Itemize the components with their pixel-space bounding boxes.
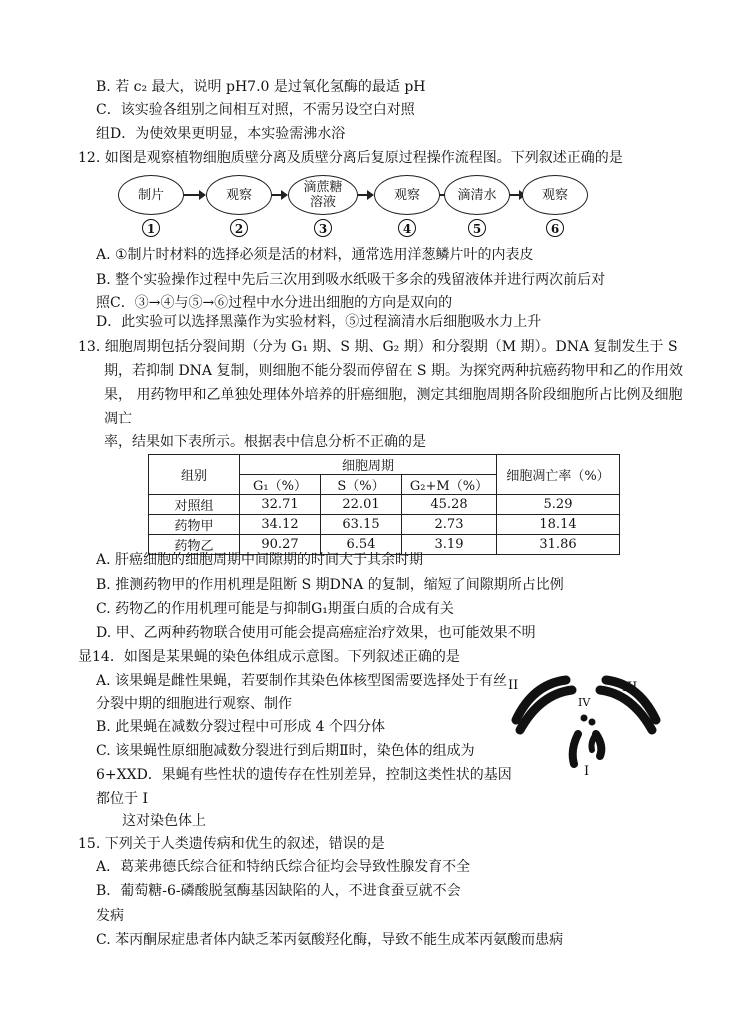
q13-stem-line3: 果， 用药物甲和乙单独处理体外培养的肝癌细胞，测定其细胞周期各阶段细胞所占比例及细胞: [104, 387, 683, 403]
cell-group: 对照组: [149, 495, 240, 515]
q14-option-d-end: 这对染色体上: [122, 813, 206, 829]
q13-option-a: A. 肝癌细胞的细胞周期中间隙期的时间大于其余时期: [96, 552, 424, 568]
flow-step-4: 观察: [374, 175, 440, 215]
header-s: S（%）: [321, 475, 402, 495]
q15-option-a: A．葛莱弗德氏综合征和特纳氏综合征均会导致性腺发育不全: [96, 859, 471, 875]
flow-step-1: 制片: [118, 175, 184, 215]
q13-option-b: B. 推测药物甲的作用机理是阻断 S 期DNA 的复制，缩短了间隙期所占比例: [96, 577, 564, 593]
q13-stem-line1: 13. 细胞周期包括分裂间期（分为 G₁ 期、S 期、G₂ 期）和分裂期（M 期）。DNA 复制发生于 S: [78, 339, 678, 355]
step-number-3: 3: [314, 219, 332, 237]
cell-g2m: 3.19: [402, 535, 497, 555]
cell-s: 63.15: [321, 515, 402, 535]
q14-option-c: C. 该果蝇性原细胞减数分裂进行到后期Ⅱ时，染色体的组成为: [96, 743, 475, 759]
q14-option-a-cont: 分裂中期的细胞进行观察、制作: [96, 696, 292, 712]
header-g1: G₁（%）: [240, 475, 321, 495]
header-g2m: G₂+M（%）: [402, 475, 497, 495]
q14-option-a: A. 该果蝇是雌性果蝇，若要制作其染色体核型图需要选择处于有丝: [96, 673, 508, 689]
label-i: I: [584, 764, 590, 779]
flow-arrow: [358, 194, 368, 196]
q14-stem: 显14．如图是某果蝇的染色体组成示意图。下列叙述正确的是: [78, 649, 460, 665]
step-number-5: 5: [468, 219, 486, 237]
cell-apop: 5.29: [497, 495, 620, 515]
flowchart: [118, 172, 588, 242]
q15-option-b-cont: 发病: [96, 908, 124, 924]
q12-option-b: B. 整个实验操作过程中先后三次用到吸水纸吸干多余的残留液体并进行两次前后对: [96, 272, 606, 288]
flow-arrow: [272, 194, 282, 196]
chromosome-figure: [508, 672, 664, 784]
q13-stem-line2: 期，若抑制 DNA 复制，则细胞不能分裂而停留在 S 期。为探究两种抗癌药物甲和乙的作用效: [104, 363, 683, 379]
q14-option-c-cont: 6+XXD．果蝇有些性状的遗传存在性别差异，控制这类性状的基因: [96, 767, 512, 783]
flow-arrow: [510, 194, 520, 196]
flow-arrow: [184, 194, 200, 196]
step-number-1: 1: [142, 219, 160, 237]
header-group: 组别: [149, 455, 240, 495]
flow-step-6: 观察: [522, 175, 588, 215]
cell-apop: 31.86: [497, 535, 620, 555]
cell-group: 药物乙: [149, 535, 240, 555]
cell-apop: 18.14: [497, 515, 620, 535]
q13-option-c: C. 药物乙的作用机理可能是与抑制G₁期蛋白质的合成有关: [96, 601, 454, 617]
cell-g2m: 45.28: [402, 495, 497, 515]
step-number-6: 6: [546, 219, 564, 237]
q11-option-d: 组D．为使效果更明显，本实验需沸水浴: [96, 126, 346, 142]
table-row: [149, 495, 620, 515]
cell-group: 药物甲: [149, 515, 240, 535]
table-row: [149, 515, 620, 535]
q14-option-d-cont: 都位于 I: [96, 791, 148, 807]
cell-cycle-table: [148, 454, 620, 555]
flow-step-5: 滴清水: [444, 175, 510, 215]
flow-step-2: 观察: [206, 175, 272, 215]
header-cell-cycle: 细胞周期: [240, 455, 497, 475]
q12-option-a: A. ①制片时材料的选择必须是活的材料，通常选用洋葱鳞片叶的内表皮: [96, 247, 534, 263]
step-number-4: 4: [398, 219, 416, 237]
q14-option-b: B. 此果蝇在减数分裂过程中可形成 4 个四分体: [96, 719, 385, 735]
q11-option-b: B. 若 c₂ 最大，说明 pH7.0 是过氧化氢酶的最适 pH: [96, 79, 426, 95]
label-iv: IV: [578, 696, 591, 709]
q12-stem: 12. 如图是观察植物细胞质壁分离及质壁分离后复原过程操作流程图。下列叙述正确的是: [78, 150, 623, 166]
label-ii: II: [508, 678, 519, 693]
q12-option-d: D．此实验可以选择黑藻作为实验材料，⑤过程滴清水后细胞吸水力上升: [96, 314, 542, 330]
q11-option-c: C．该实验各组别之间相互对照，不需另设空白对照: [96, 102, 415, 118]
q15-option-c: C. 苯丙酮尿症患者体内缺乏苯丙氨酸羟化酶，导致不能生成苯丙氨酸而患病: [96, 932, 564, 948]
cell-g1: 32.71: [240, 495, 321, 515]
cell-g2m: 2.73: [402, 515, 497, 535]
step-number-2: 2: [230, 219, 248, 237]
header-apoptosis: 细胞凋亡率（%）: [497, 455, 620, 495]
q13-stem-line5: 率，结果如下表所示。根据表中信息分析不正确的是: [104, 434, 426, 450]
q15-option-b: B．葡萄糖-6-磷酸脱氢酶基因缺陷的人，不进食蚕豆就不会: [96, 883, 461, 899]
q12-option-b-cont: 照C．③→④与⑤→⑥过程中水分进出细胞的方向是双向的: [96, 295, 453, 311]
cell-s: 22.01: [321, 495, 402, 515]
cell-g1: 90.27: [240, 535, 321, 555]
q13-stem-line4: 凋亡: [104, 411, 132, 427]
label-iii: III: [622, 680, 638, 695]
flow-step-3: 滴蔗糖 溶液: [288, 175, 358, 215]
q15-stem: 15. 下列关于人类遗传病和优生的叙述，错误的是: [78, 836, 385, 852]
cell-s: 6.54: [321, 535, 402, 555]
q13-option-d: D. 甲、乙两种药物联合使用可能会提高癌症治疗效果，也可能效果不明: [96, 625, 536, 641]
cell-g1: 34.12: [240, 515, 321, 535]
